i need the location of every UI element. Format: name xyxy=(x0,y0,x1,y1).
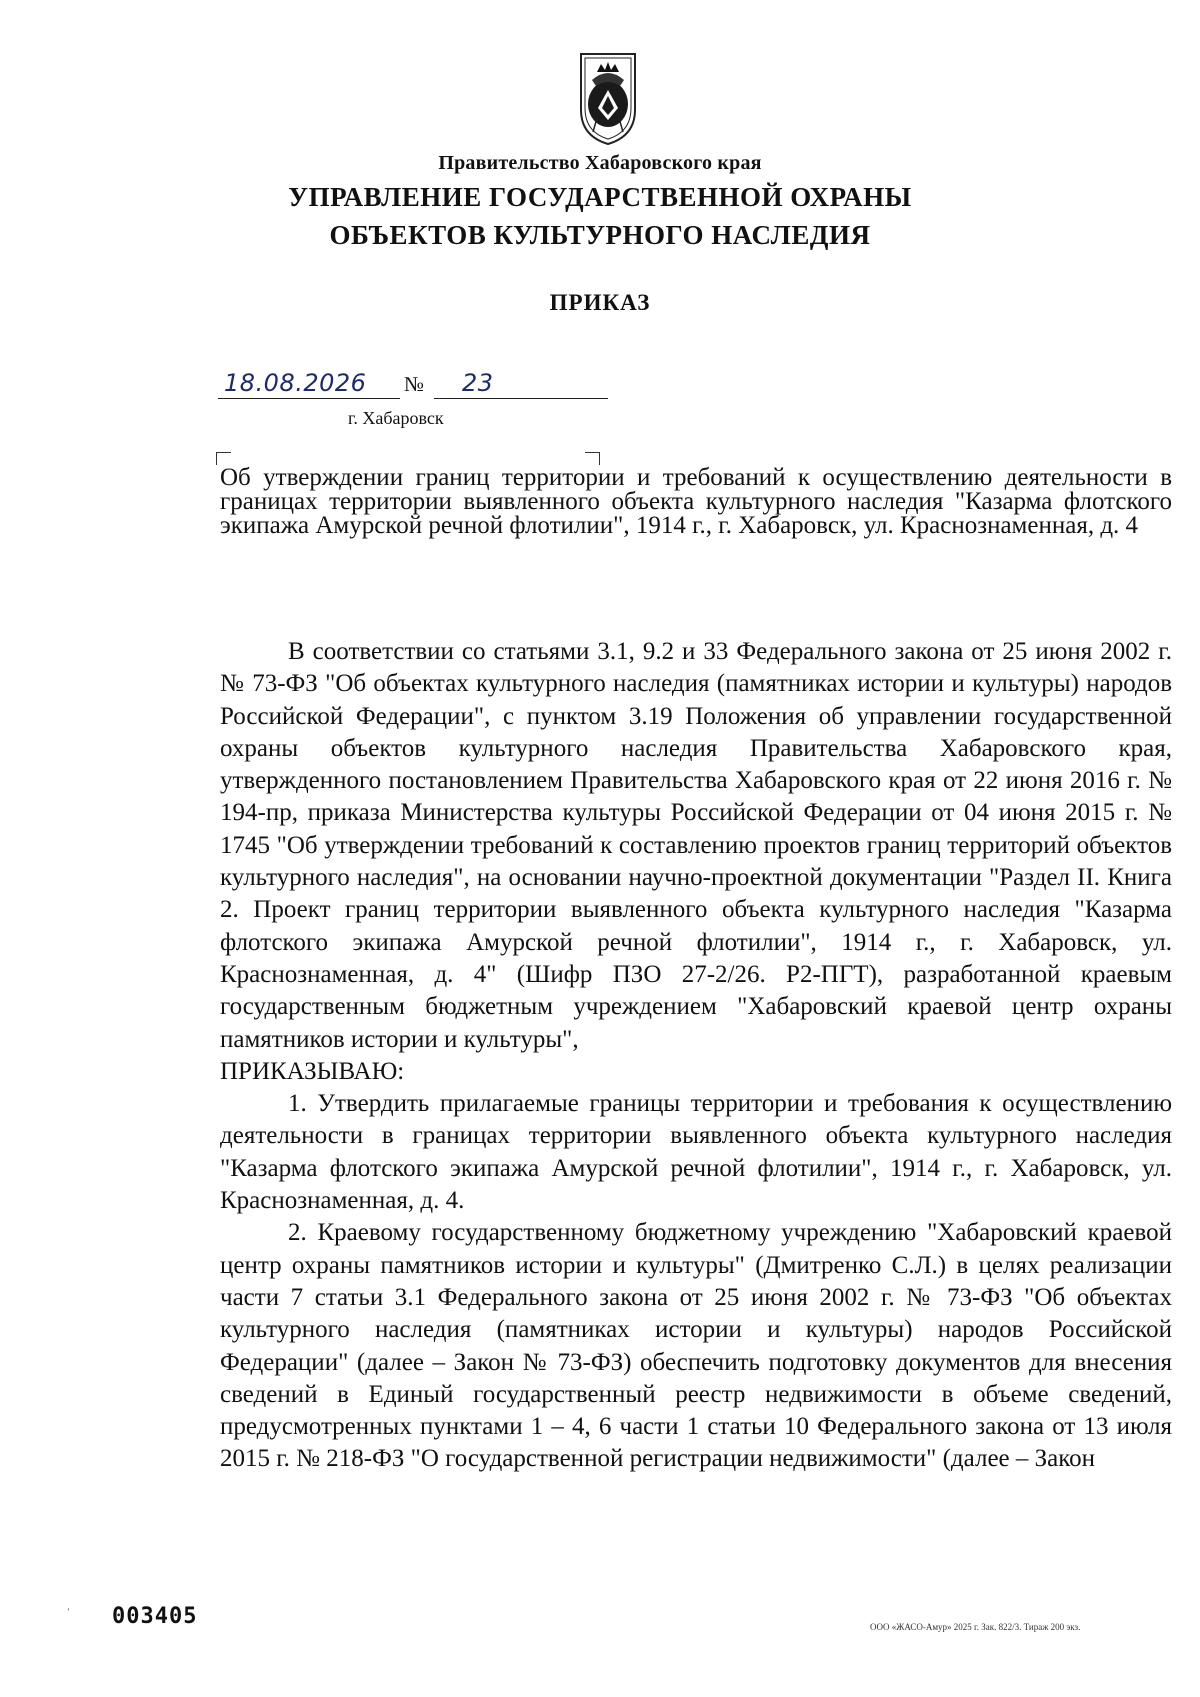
department-name-line2: ОБЪЕКТОВ КУЛЬТУРНОГО НАСЛЕДИЯ xyxy=(329,220,871,250)
order-body xyxy=(220,636,1172,1476)
printer-imprint: ООО «ЖАСО-Амур» 2025 г. Зак. 822/3. Тираж 200 экз. xyxy=(870,1622,1081,1632)
order-item-1: 1. Утвердить прилагаемые границы территории и требования к осуществлению деятельности в границах территории выявленного объекта культурного наследия "Казарма флотского экипажа Амурской речной флотилии", 1914 г., г. Хабаровск, ул. Краснознаменная, д. 4. xyxy=(220,1090,1172,1215)
department-name-line1: УПРАВЛЕНИЕ ГОСУДАРСТВЕННОЙ ОХРАНЫ xyxy=(288,182,912,212)
margin-mark: ˈ xyxy=(66,1607,71,1622)
order-city: г. Хабаровск xyxy=(348,408,444,428)
order-date-field xyxy=(218,368,400,399)
order-number-label: № xyxy=(404,372,425,396)
order-subject: Об утверждении границ территории и требований к осуществлению деятельности в границах территории выявленного объекта культурного наследия "Казарма флотского экипажа Амурской речной флотилии", 1914 г., г. Хабаровск, ул. Краснознаменная, д. 4 xyxy=(220,464,1172,539)
order-number-handwritten: 23 xyxy=(462,369,494,397)
government-name: Правительство Хабаровского края xyxy=(438,152,762,174)
order-item-2: 2. Краевому государственному бюджетному учреждению "Хабаровский краевой центр охраны памятников истории и культуры" (Дмитренко С.Л.) в целях реализации части 7 статьи 3.1 Федерального закона от 25 июня 2002 г. № 73-ФЗ "Об объектах культурного наследия (памятниках истории и культуры) народов Российской Федерации" (далее – Закон № 73-ФЗ) обеспечить подготовку документов для внесения сведений в Единый государственный реестр недвижимости в объеме сведений, предусмотренных пунктами 1 – 4, 6 части 1 статьи 10 Федерального закона от 13 июля 2015 г. № 218-ФЗ "О государственной регистрации недвижимости" (далее – Закон xyxy=(220,1219,1172,1473)
form-serial-number: 003405 xyxy=(112,1604,198,1629)
order-date-handwritten: 18.08.2026 xyxy=(224,369,367,397)
document-type-title: ПРИКАЗ xyxy=(549,290,651,315)
directive-heading: ПРИКАЗЫВАЮ: xyxy=(220,1057,405,1085)
preamble-paragraph: В соответствии со статьями 3.1, 9.2 и 33 Федерального закона от 25 июня 2002 г. № 73-ФЗ "Об объектах культурного наследия (памятниках истории и культуры) народов Российской Федерации", с пунктом 3.19 Положения об управлении государственной охраны объектов культурного наследия Правительства Хабаровского края, утвержденного постановлением Правительства Хабаровского края от 22 июня 2016 г. № 194-пр, приказа Министерства культуры Российской Федерации от 04 июня 2015 г. № 1745 "Об утверждении требований к составлению проектов границ территорий объектов культурного наследия", на основании научно-проектной документации "Раздел II. Книга 2. Проект границ территории выявленного объекта культурного наследия "Казарма флотского экипажа Амурской речной флотилии", 1914 г., г. Хабаровск, ул. Краснознаменная, д. 4" (Шифр ПЗО 27-2/26. Р2-ПГТ), разработанной краевым государственным бюджетным учреждением "Хабаровский краевой центр охраны памятников истории и культуры", xyxy=(220,638,1172,1053)
coat-of-arms-icon xyxy=(575,50,641,148)
order-number-field xyxy=(434,368,608,399)
